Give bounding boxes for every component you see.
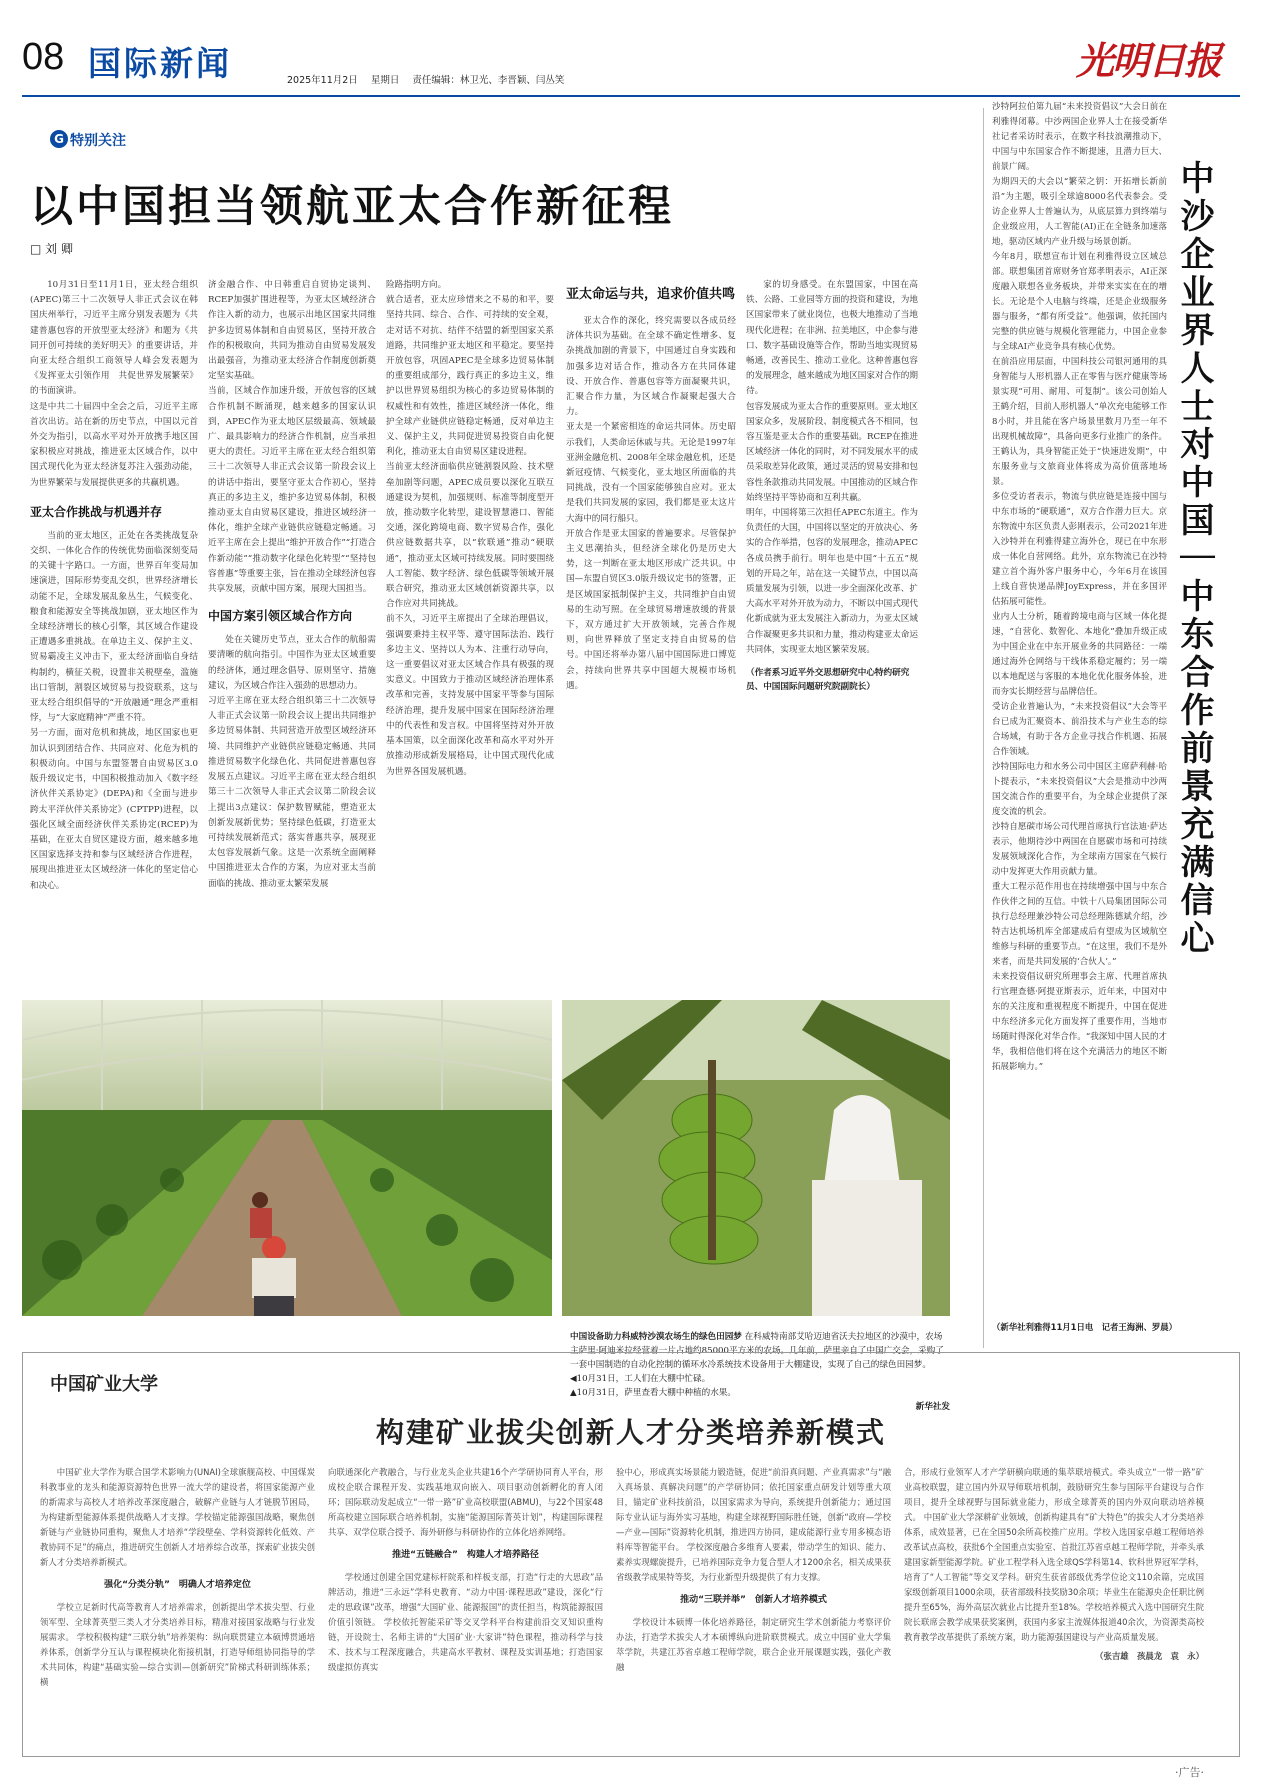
issue-weekday: 星期日 (370, 75, 400, 86)
page-number: 08 (22, 36, 65, 78)
masthead-logo: 光明日报 (1076, 38, 1221, 83)
column-divider (983, 108, 984, 1348)
greenhouse-photo-illustration (22, 1000, 552, 1316)
advertorial-text: 学校立足新时代高等教育人才培养需求，创新提出学术拔尖型、行业领军型、全球菁英型三类人才分类培养目标，精准对接国家战略与行业发展需求。 学校积极构建“三联分轨”培养架构：纵向联贯建立本硕博贯通培养体系，创新学分互认与课程模块化衔接机制，打造导师组协同指导的学术共同体，构建“基础实验—综合实训—创新研究”阶梯式科研训练体系；横 (40, 1602, 315, 1687)
article-text: 当前的亚太地区，正处在各类挑战复杂交织、一体化合作的传统优势面临深刻变局的关键十字路口。一方面，世界百年变局加速演进，国际形势变乱交织，世界经济增长动能不足，全球发展乱象丛生，气候变化、粮食和能源安全等挑战加剧，亚太地区作为全球经济增长的核心引擎，其区域合作建设正遭遇多重挑战。在单边主义、保护主义、贸易霸凌主义冲击下，亚太经济面临自身结构制约，横征关税，设置非关税壁垒，滥施出口管制，割裂区域贸易与投资联系，这与亚太经合组织倡导的“开放融通”理念严重相悖，与“大家庭精神”严重不符。 另一方面，面对危机和挑战，地区国家也更加认识到团结合作、共同应对、化危为机的积极动向。中国与东盟签署自由贸易区3.0版升级议定书，中国积极推动加入《数字经济伙伴关系协定》(DEPA)和《全面与进步跨太平洋伙伴关系协定》(CPTPP)进程，以强化区域全面经济伙伴关系协定(RCEP)为基础，在亚太自贸区建设方面，越来越多地区国家选择支持和参与区域经济合作进程，展现出推进亚太区域经济一体化的坚定信心和决心。 (30, 530, 198, 891)
advertorial-subheading: 推进“五链融合” 构建人才培养路径 (392, 1550, 539, 1560)
main-headline: 以中国担当领航亚太合作新征程 (30, 182, 674, 232)
photo-greenhouse-workers (22, 1000, 552, 1316)
article-column-1 (30, 278, 198, 894)
dateline (287, 72, 574, 86)
article-text: 亚太合作的深化，终究需要以各成员经济体共识为基础。在全球不确定性增多、复杂挑战加剧的背景下，中国通过自身实践和加强多边对话合作，推动各方在共同体建设、开放合作、普惠包容等方面凝聚共识，汇聚合作力量，为区域合作凝聚起强大合力。 亚太是一个紧密相连的命运共同体。历史昭示我们，人类命运休戚与共。无论是1997年亚洲金融危机、2008年全球金融危机，还是新冠疫情、气候变化，亚太地区所面临的共同挑战，没有一个国家能够独自应对。亚太是我们共同发展的家园，我们都是亚太这片大海中的同行船只。 开放合作是亚太国家的普遍要求。尽管保护主义思潮抬头，但经济全球化仍是历史大势，这一判断在亚太地区形成广泛共识。中国—东盟自贸区3.0版升级议定书的签署，正是区域国家抵制保护主义，共同维护自由贸易的生动写照。在全球贸易增速放缓的背景下，双方通过扩大开放领域，完善合作规则，向世界释放了坚定支持自由贸易的信号。中国还将举办第八届中国国际进口博览会，持续向世界共享中国超大规模市场机遇。 (566, 316, 736, 691)
section-title: 国际新闻 (88, 44, 232, 83)
special-focus-label: 特别关注 (70, 133, 126, 149)
caption-body: 在科威特南部艾哈迈迪省沃夫拉地区的沙漠中，农场主萨里·阿迪米拉经营着一片占地约85000平方米的农场。几年前，萨里亲自了中国广交会，采购了一套中国制造的自动化控制的循环水冷系统技术设备用于大棚建设，实现了自己的绿色田园梦。 (570, 1332, 944, 1370)
advertorial-subheading: 推动“三联并举” 创新人才培养模式 (680, 1595, 827, 1605)
advertorial-column-3 (616, 1465, 891, 1675)
advertorial-text: 学校设计本硕博一体化培养路径，制定研究生学术创新能力考察评价办法，打造学术拔尖人才本硕博纵向进阶联贯模式。成立中国矿业大学集萃学院，共建江苏省卓越工程师学院，联合企业开展课题实践，强化产教融 (616, 1617, 891, 1672)
article-text: 10月31日至11月1日，亚太经合组织(APEC)第三十二次领导人非正式会议在韩国庆州举行，习近平主席分别发表题为《共建普惠包容的开放型亚太经济》和题为《共同开创可持续的美好明天》的重要讲话，并向亚太经合组织工商领导人峰会发表题为《发挥亚太引领作用 共促世界发展繁荣》的书面演讲。 这是中共二十届四中全会之后，习近平主席首次出访。站在新的历史节点，中国以元首外交为指引，以高水平对外开放携手地区国家积极应对挑战，推进亚太区域合作，以中国式现代化为亚太经济复苏注入强劲动能，为世界繁荣与发展提供更多的共赢机遇。 (30, 280, 198, 488)
editors: 责任编辑：林卫光、李晋颖、闫丛笑 (412, 75, 565, 86)
caption-right-photo: ▲10月31日，萨里查看大棚中种植的水果。 (570, 1388, 736, 1398)
advertorial-credit: （张吉雄 孩晨龙 袁 永） (1095, 1651, 1204, 1661)
article-text: 济金融合作、中日韩重启自贸协定谈判、RCEP加强扩围进程等，为亚太区域经济合作注入新的动力，也展示出地区国家共同维护多边贸易体制和自由贸易区，坚持开放合作的积极取向，共同为推动自由贸易发展发出最强音，为推动亚太经济合作制度创新奠定坚实基础。 当前，区域合作加速升级，开放包容的区域合作机制不断涌现，越来越多的国家认识到，APEC作为亚太地区层级最高、领域最广、最具影响力的经济合作机制，应当承担更大的责任。习近平主席在亚太经合组织第三十二次领导人非正式会议第一阶段会议上的讲话中指出，要坚守亚太合作初心，坚持真正的多边主义，维护多边贸易体制，积极推动亚太自由贸易区建设，推进区域经济一体化，维护全球产业链供应链稳定畅通。习近平主席在会上提出“维护开放合作”“打造合作新动能”“推动数字化绿色化转型”“坚持包容普惠”等重要主张，旨在推动全球经济包容共享发展，贡献中国方案，展现大国担当。 (208, 280, 376, 595)
section-heading: 亚太命运与共，追求价值共鸣 (566, 287, 736, 302)
photo-banana-inspection (562, 1000, 950, 1316)
advertorial-text: 合，形成行业领军人才产学研横向联通的集萃联培模式。牵头成立“一带一路”矿业高校联盟，建立国内外双导师联培机制，鼓励研究生参与国际平台建设与合作项目，提升全球视野与国际就业能力，形成全球菁英的国内外双向联动培养模式。 中国矿业大学深耕矿业领域，创新构建具有“矿大特色”的拔尖人才分类培养体系，成效显著，已在全国50余所高校推广应用。学校入选国家卓越工程师培养改革试点高校，获批6个全国重点实验室、首批江苏省卓越工程师学院，并牵头承建国家新型能源学院。矿业工程学科入选全球QS学科第14、软科世界冠军学科，培育了“人工智能”等交叉学科。研究生获省部级优秀学位论文110余篇，完成国家级创新项目1000余项，获省部级科技奖励30余项；毕业生在能源央企任职比例提升至65%，海外高层次就业占比提升至18%。学校培养模式入选中国研究生院院长联席会教学成果获奖案例，获国内多家主流媒体报道40余次，为资源类高校教育教学改革提供了系统方案，助力能源强国建设与产业高质量发展。 (904, 1467, 1204, 1642)
advertorial-text: 学校通过创建全国党建标杆院系和样板支部，打造“行走的大思政”品牌活动，推进“三永远”学科史教育、“动力中国·课程思政”建设，深化“行走的思政课”改革，增强“大国矿业、能源报国”的责任担当，构筑能源报国价值引领链。 学校依托智能采矿等交叉学科平台构建前沿交叉知识重构链，开设院士、名师主讲的“大国矿业·大家讲”特色课程，推动科学与技术、技术与工程深度融合，共建高水平教材、课程及实训基地；打造国家级虚拟仿真实 (328, 1572, 603, 1672)
advertorial-column-2 (328, 1465, 603, 1675)
advertorial-text: 中国矿业大学作为联合国学术影响力(UNAI)全球旗舰高校、中国煤炭科教事业的龙头和能源资源特色世界一流大学的建设者，将国家能源产业的新需求与高校人才培养改革深度融合，破解产业链与人才链脱节困局，为构建新型能源体系提供战略人才支撑。学校锚定能源强国战略，聚焦创新链与产业链协同重构，聚焦人才培养“学段壁垒、学科资源转化低效、产教协同不足”的痛点，推进研究生创新人才培养综合改革，探索矿业拔尖创新人才分类培养新模式。 (40, 1467, 315, 1567)
byline: □ 刘 卿 (30, 242, 73, 256)
article-column-5 (746, 278, 918, 694)
banana-photo-illustration (562, 1000, 950, 1316)
section-heading: 中国方案引领区域合作方向 (208, 609, 353, 624)
article-column-3 (386, 278, 554, 980)
article-column-2 (208, 278, 376, 892)
caption-left-photo: ◀10月31日，工人们在大棚中忙碌。 (570, 1374, 711, 1384)
advertorial-university: 中国矿业大学 (50, 1374, 158, 1395)
article-text: 家的切身感受。在东盟国家，中国在高铁、公路、工业园等方面的投资和建设，为地区国家带来了就业岗位，也极大地推动了当地现代化进程；在非洲、拉美地区，中企参与港口、数字基础设施等合作，帮助当地实现贸易畅通，改善民生、推动工业化。这种普惠包容的发展理念，越来越成为地区国家对合作的期待。 包容发展成为亚太合作的重要原则。亚太地区国家众多，发展阶段、制度模式各不相同，包容互鉴是亚太合作的重要基础。RCEP在推进区域经济一体化的同时，对不同发展水平的成员采取差异化政策，通过灵活的贸易安排和包容性条款推动共同发展。中国推动的区域合作始终坚持平等协商和互利共赢。 明年，中国将第三次担任APEC东道主。作为负责任的大国，中国将以坚定的开放决心、务实的合作举措，包容的发展理念，推动APEC各成员携手前行。明年也是中国“十五五”规划的开局之年，站在这一关键节点，中国以高质量发展为引领，以进一步全面深化改革、扩大高水平对外开放为动力，不断以中国式现代化新成就为亚太发展注入新动力，为亚太区域合作凝聚更多共识和力量，推动构建亚太命运共同体，实现亚太地区繁荣发展。 (746, 280, 918, 655)
special-focus-icon: G (50, 130, 68, 148)
advertisement-mark: ·广告· (1175, 1766, 1204, 1779)
header-divider (22, 95, 1240, 97)
side-credit: （新华社利雅得11月1日电 记者王海洲、罗晨） (992, 1322, 1177, 1332)
author-credit: （作者系习近平外交思想研究中心特约研究员、中国国际问题研究院副院长） (746, 668, 910, 693)
article-text: 处在关键历史节点，亚太合作的航船需要清晰的航向指引。中国作为亚太区域重要的经济体，通过理念倡导、原则坚守、措施建议，为区域合作注入强劲的思想动力。 习近平主席在亚太经合组织第三十二次领导人非正式会议第一阶段会议上提出共同维护多边贸易体制、共同营造开放型区域经济环境、共同维护产业链供应链稳定畅通、共同推进贸易数字化绿色化、共同促进普惠包容发展五点建议。习近平主席在亚太经合组织第三十二次领导人非正式会议第二阶段会议上提出3点建议：保护数智赋能，塑造亚太创新发展新优势；坚持绿色低碳，打造亚太可持续发展新范式；落实普惠共享，展现亚太包容发展新气象。这是一次系统全面阐释中国推进亚太合作的方案，为应对亚太当前面临的挑战、推动亚太繁荣发展 (208, 635, 376, 889)
article-text: 险路指明方向。 就合适者，亚太应珍惜来之不易的和平，要坚持共同、综合、合作、可持续的安全观，走对话不对抗、结伴不结盟的新型国家关系道路，共同维护亚太地区和平稳定。要坚持开放包容，巩固APEC是全球多边贸易体制的重要组成部分，践行真正的多边主义，维护以世界贸易组织为核心的多边贸易体制的权威性和有效性，推进区域经济一体化，维护全球产业链供应链稳定畅通，反对单边主义、保护主义，共同促进贸易投资自由化便利化，推动亚太自由贸易区建设进程。 当前亚太经济面临供应链割裂风险、技术壁垒加剧等问题，APEC成员要以深化互联互通建设为契机，加强规则、标准等制度型开放，推动数字化转型，建设智慧港口、智能交通，深化跨境电商、数字贸易合作，强化供应链数据共享，以“软联通”推动“硬联通”，推动亚太区域可持续发展。同时要围绕人工智能、数字经济、绿色低碳等领域开展联合研究，推动亚太区域创新资源共享，以合作应对共同挑战。 前不久，习近平主席提出了全球治理倡议，强调要秉持主权平等、遵守国际法治、践行多边主义、坚持以人为本、注重行动导向，这一重要倡议对亚太区域合作具有极强的现实意义。中国致力于推动区域经济治理体系改革和完善，支持发展中国家平等参与国际经济治理，提升发展中国家在国际经济治理中的代表性和发言权。中国将坚持对外开放基本国策，以全面深化改革和高水平对外开放推动形成新发展格局，让中国式现代化成为世界各国发展机遇。 (386, 280, 554, 777)
advertorial-text: 验中心，形成真实场景能力锻造链，促进“前沿真问题、产业真需求”与“融入真场景、真解决问题”的产学研协同；依托国家重点研发计划等重大项目，锚定矿业科技前沿，以国家需求为导向，系统提升创新能力；通过国际专业认证与海外实习基地，构建全球视野国际胜任链，创新“政府—学校—产业—国际”资源转化机制，推进四方协同，建成能源行业专用多模态语料库等智能平台。 学校深度融合多维育人要素，带动学生的知识、能力、素养实现螺旋提升，已培养国际竞争力复合型人才1200余名，相关成果获省级教学成果特等奖，为行业新型升级提供了有力支撑。 (616, 1467, 891, 1582)
advertorial-column-1 (40, 1465, 315, 1690)
article-column-4 (566, 286, 736, 694)
photo-agency: 新华社发 (915, 1402, 950, 1412)
issue-date: 2025年11月2日 (287, 75, 358, 86)
advertorial-headline: 构建矿业拔尖创新人才分类培养新模式 (375, 1416, 886, 1449)
advertorial-text: 向联通深化产教融合，与行业龙头企业共建16个产学研协同育人平台，形成校企联合课程开发、实践基地双向嵌入、项目驱动创新孵化的育人闭环；国际联动发起成立“一带一路”矿业高校联盟(ABMU)，与22个国家48所高校建立国际联合培养机制，实施“能源国际菁英计划”，构建国际课程共享、双学位联合授予、海外研修与科研协作的立体化培养网络。 (328, 1467, 603, 1537)
advertorial-column-4 (904, 1465, 1204, 1664)
side-vertical-headline: 中沙企业界人士对中国｜中东合作前景充满信心 (1174, 160, 1214, 958)
caption-title: 中国设备助力科威特沙漠农场生的绿色田园梦 (570, 1332, 742, 1342)
section-heading: 亚太合作挑战与机遇并存 (30, 504, 163, 519)
side-article-text: 沙特阿拉伯第九届“未来投资倡议”大会日前在利雅得闭幕。中沙两国企业界人士在接受新华社记者采访时表示，在数字科技浪潮推动下，中国与中东国家合作不断提速，且潜力巨大、前景广阔。 为期四天的大会以“繁荣之钥：开拓增长新前沿”为主题，吸引全球逾8000名代表参会。受访企业界人士普遍认为，从底层算力到终端与企业级应用，人工智能(AI)正在全链条加速落地，驱动区域内产业升级与场景创新。 今年8月，联想宣布计划在利雅得设立区域总部。联想集团首席财务官郑孝明表示，AI正深度融入联想各业务板块，并带来实实在在的增长。无论是个人电脑与终端，还是企业级服务器与服务，“都有所受益”。他强调，依托国内完整的供应链与规模化管理能力，中国企业参与全球AI产业竞争具有核心优势。 在前沿应用层面，中国科技公司银河通用的具身智能与人形机器人正在零售与医疗健康等场景实现“可用、耐用、可复制”。该公司创始人王鹤介绍，目前人形机器人“单次充电能够工作8小时，并且能在客户场景里数月乃至一年不出现机械故障”，具备向更多行业推广的条件。王鹤认为，具身智能正处于“快速进发期”，中东服务业与文旅商业体将成为高价值落地场景。 多位受访者表示，物流与供应链是连接中国与中东市场的“硬联通”，双方合作潜力巨大。京东物流中东区负责人彭刚表示，公司2021年进入沙特并在利雅得建立海外仓，现已在中东形成一体化自营网络。此外，京东物流已在沙特建立首个海外客户服务中心，今年6月在该国上线自营快递品牌JoyExpress，并在多国评估拓展可能性。 业内人士分析，随着跨境电商与区域一体化提速，“自营化、数智化、本地化”叠加升级正成为中国企业在中东开展业务的共同路径：一端通过海外仓网络与干线体系稳定履约；另一端以本地配送与客服的本地化优化服务体验，进而夯实长期经营与品牌信任。 受访企业普遍认为，“未来投资倡议”大会等平台已成为汇聚资本、前沿技术与产业生态的综合场域，有助于各方企业寻找合作机遇、拓展合作领域。 沙特国际电力和水务公司中国区主席萨利赫·哈卜提表示，“未来投资倡议”大会是推动中沙两国交流合作的重要平台，为全球企业提供了深度交流的机会。 沙特自愿碳市场公司代理首席执行官法迪·萨达表示，他期待沙中两国在自愿碳市场和可持续发展领域深化合作，为全球南方国家在气候行动中发挥更大作用贡献力量。 重大工程示范作用也在持续增强中国与中东合作伙伴之间的互信。中铁十八局集团国际公司执行总经理兼沙特公司总经理陈德斌介绍，沙特吉达机场机库全部建成后有望成为区域航空维修与科研的重要节点。“在这里，我们不是外来者，而是共同发展的‘合伙人’。” 未来投资倡议研究所理事会主席、代理首席执行官理查德·阿提亚斯表示，近年来，中国对中东的关注度和重视程度不断提升，中国在促进中东经济多元化方面发挥了重要作用，当地市场随时得深化对华合作。“我深知中国人民的才华，我相信他们将在这个充满活力的地区不断拓展影响力。” (992, 102, 1167, 1072)
advertorial-subheading: 强化“分类分轨” 明确人才培养定位 (104, 1580, 251, 1590)
